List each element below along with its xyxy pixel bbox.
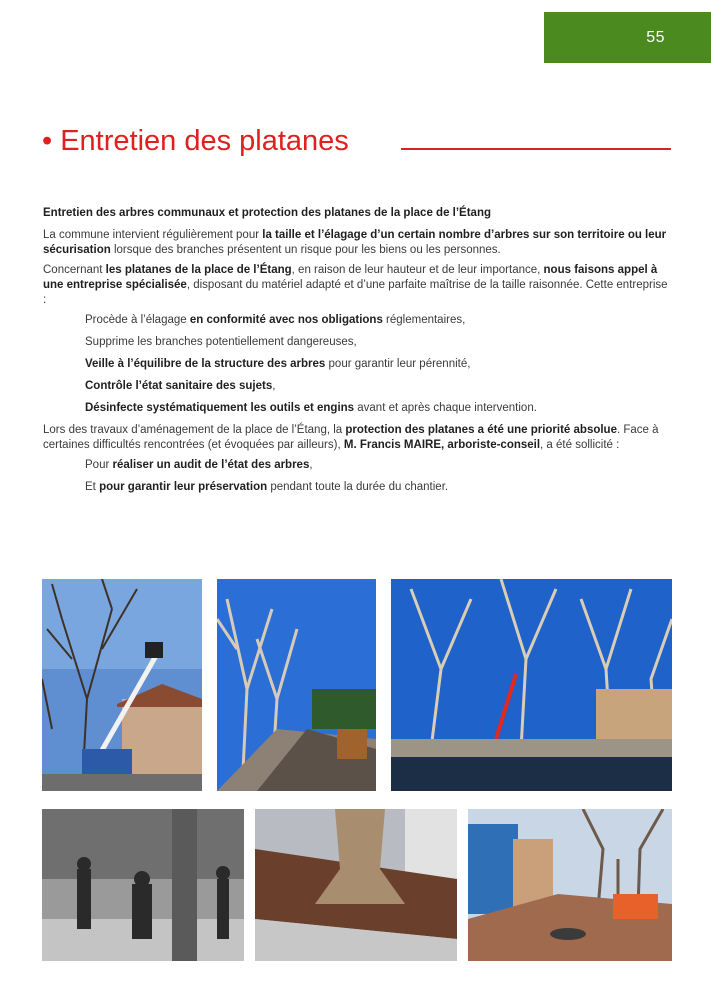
text: lorsque des branches présentent un risque pour les biens ou les personnes. <box>110 244 501 256</box>
paragraph-1 <box>43 228 673 258</box>
list-1 <box>43 313 673 416</box>
list-item: Supprime les branches potentiellement dangereuses, <box>85 336 357 348</box>
paragraph-3: Lors des travaux d’aménagement de la place de l’Étang, la protection des platanes a été une priorité absolue. Face à certaines difficultés rencontrées (et évoquées par ailleurs), M. Francis MAIRE, arboriste-conseil, a été sollicité : <box>43 424 659 451</box>
text: , disposant du matériel adapté et d’une parfaite maîtrise de la taille raisonnée. Cette entreprise : <box>43 279 668 306</box>
bold-text: nous faisons appel à une entreprise spécialisée <box>43 264 658 291</box>
text: La commune intervient régulièrement pour <box>43 229 263 241</box>
pied-platane-photo <box>255 809 457 961</box>
list-item: Pour réaliser un audit de l’état des arbres, <box>85 459 313 471</box>
title-rule <box>401 148 671 150</box>
chantier-place-photo <box>468 809 672 961</box>
list-item: Veille à l’équilibre de la structure des arbres pour garantir leur pérennité, <box>85 358 471 370</box>
list-item: Désinfecte systématiquement les outils et engins avant et après chaque intervention. <box>85 402 537 414</box>
section-heading: Entretien des arbres communaux et protection des platanes de la place de l’Étang <box>43 207 491 219</box>
text: , en raison de leur hauteur et de leur importance, <box>291 264 544 276</box>
bassin-etang-photo <box>391 579 672 791</box>
list-item: Contrôle l’état sanitaire des sujets, <box>85 380 276 392</box>
bold-text: les platanes de la place de l’Étang <box>105 264 292 276</box>
page-title: • Entretien des platanes <box>42 125 349 157</box>
article-body <box>43 206 673 502</box>
text: Concernant <box>43 264 106 276</box>
paragraph-2 <box>43 263 673 308</box>
archive-elagage-photo <box>42 809 244 961</box>
allee-platanes-photo <box>217 579 376 791</box>
list-2 <box>43 458 673 495</box>
bold-text: la taille et l’élagage d’un certain nombre d’arbres sur son territoire ou leur sécurisation <box>43 229 667 256</box>
page-number-badge <box>544 12 711 63</box>
list-item: Procède à l’élagage en conformité avec nos obligations réglementaires, <box>85 314 466 326</box>
list-item: Et pour garantir leur préservation pendant toute la durée du chantier. <box>85 481 449 493</box>
page-number: 55 <box>646 28 665 46</box>
nacelle-elagage-photo <box>42 579 202 791</box>
